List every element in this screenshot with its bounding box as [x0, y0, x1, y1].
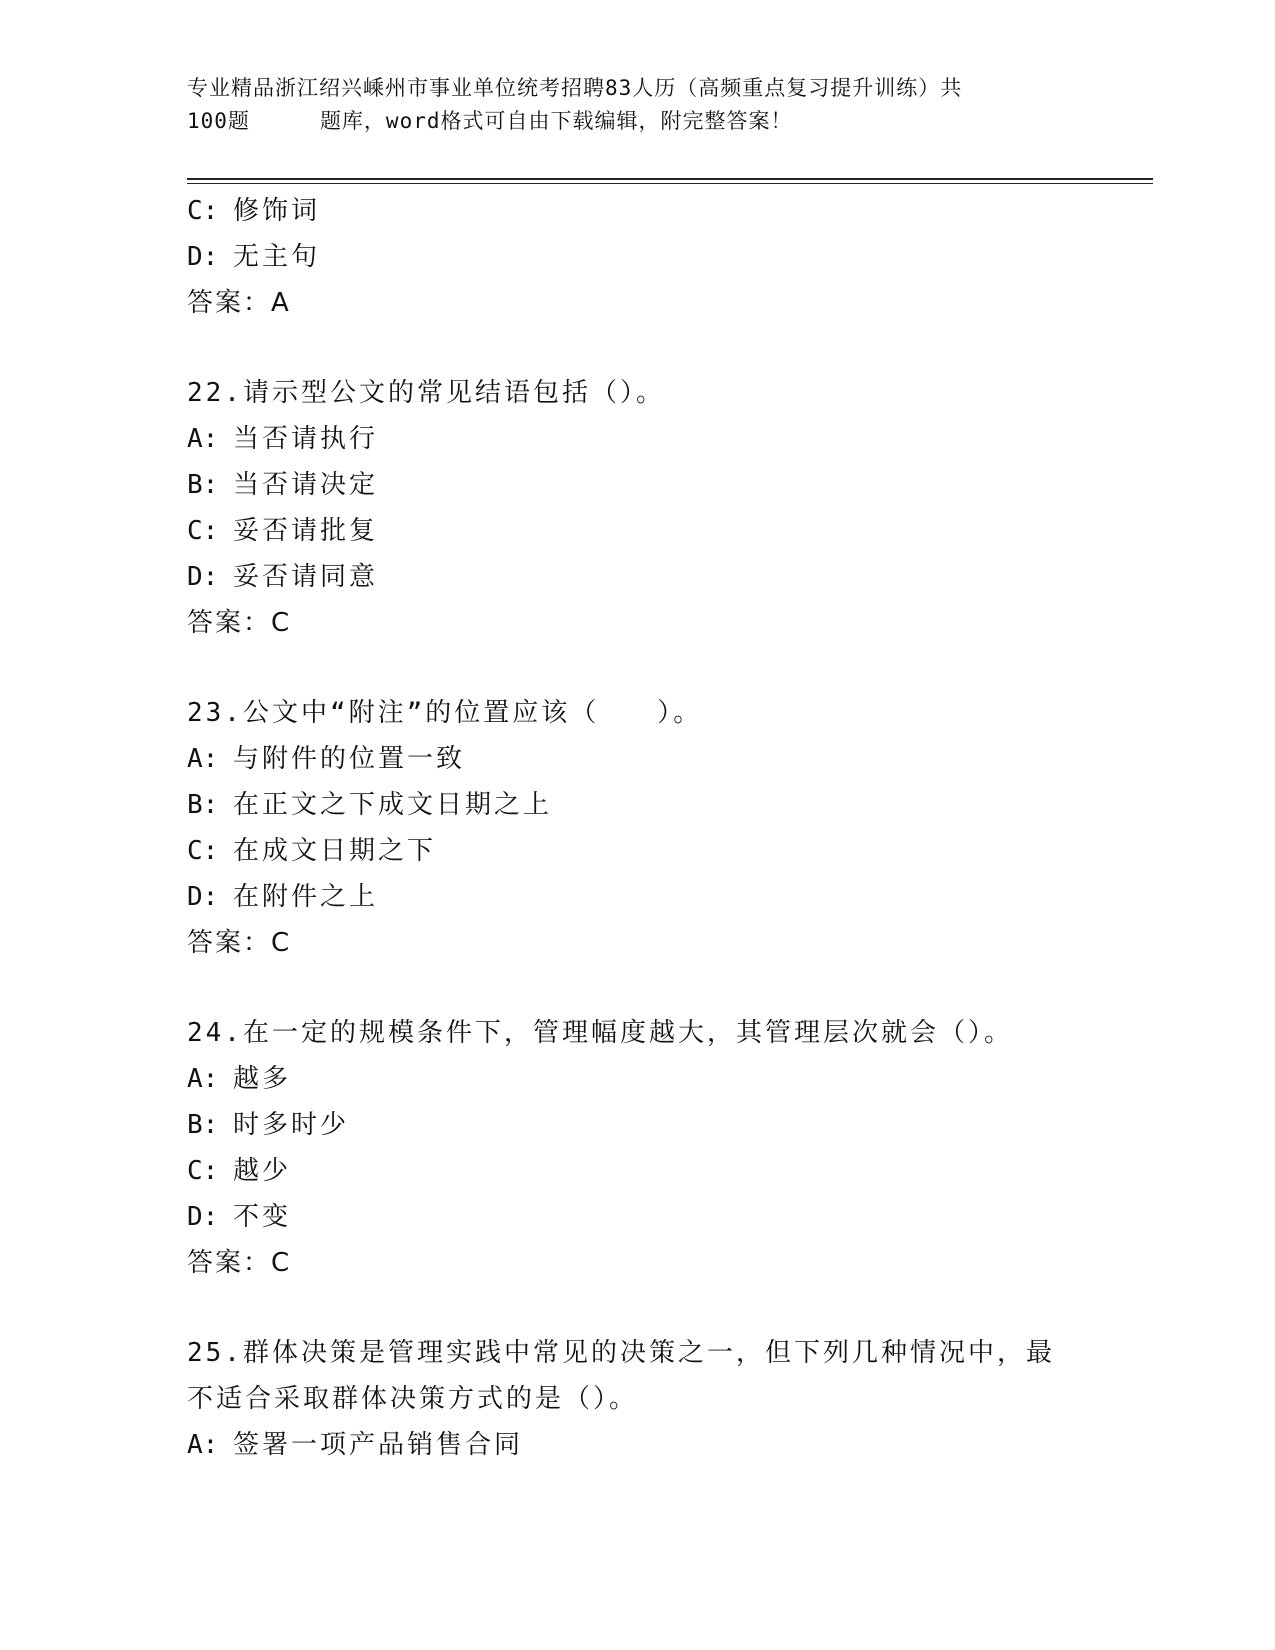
option-c — [187, 508, 1147, 554]
header-line-2 — [187, 105, 1087, 138]
answer-line: 答案：A — [187, 288, 291, 318]
option-b — [187, 462, 1147, 508]
option-label: D: — [187, 882, 219, 912]
option-text: 妥否请同意 — [233, 562, 379, 592]
option-text: 时多时少 — [233, 1110, 350, 1140]
option-text: 在成文日期之下 — [233, 836, 437, 866]
question-stem: 24.在一定的规模条件下，管理幅度越大，其管理层次就会（）。 — [187, 1018, 1013, 1048]
option-text: 越多 — [233, 1064, 292, 1094]
question-stem: 22.请示型公文的常见结语包括（）。 — [187, 378, 665, 408]
header-line-2-count: 100题 — [187, 109, 250, 133]
option-label: C: — [187, 1156, 219, 1186]
option-label: B: — [187, 1110, 219, 1140]
option-label: B: — [187, 470, 219, 500]
option-label: A: — [187, 744, 219, 774]
question-25 — [187, 1330, 1147, 1468]
option-d — [187, 554, 1147, 600]
option-c — [187, 828, 1147, 874]
header-line-2-text: 题库，word格式可自由下载编辑，附完整答案！ — [319, 109, 793, 133]
option-text: 越少 — [233, 1156, 292, 1186]
option-text: 无主句 — [233, 242, 321, 272]
option-c — [187, 1148, 1147, 1194]
option-text: 不变 — [233, 1202, 292, 1232]
answer-line: 答案：C — [187, 1248, 292, 1278]
option-a — [187, 416, 1147, 462]
option-label: C: — [187, 836, 219, 866]
option-label: C: — [187, 516, 219, 546]
option-label: D: — [187, 562, 219, 592]
header-rule-thin — [187, 183, 1153, 184]
option-c — [187, 188, 1147, 234]
option-text: 在附件之上 — [233, 882, 379, 912]
option-a — [187, 1056, 1147, 1102]
option-label: D: — [187, 1202, 219, 1232]
option-b — [187, 1102, 1147, 1148]
option-label: D: — [187, 242, 219, 272]
option-label: A: — [187, 1064, 219, 1094]
header-line-1: 专业精品浙江绍兴嵊州市事业单位统考招聘83人历（高频重点复习提升训练）共 — [187, 76, 963, 100]
question-stem: 23.公文中“附注”的位置应该（ ）。 — [187, 698, 703, 728]
option-text: 修饰词 — [233, 196, 321, 226]
document-header — [187, 72, 1087, 138]
option-a — [187, 736, 1147, 782]
document-body — [187, 188, 1147, 1468]
answer-line: 答案：C — [187, 608, 292, 638]
option-text: 签署一项产品销售合同 — [233, 1430, 524, 1460]
question-23 — [187, 690, 1147, 966]
option-text: 在正文之下成文日期之上 — [233, 790, 553, 820]
option-text: 妥否请批复 — [233, 516, 379, 546]
option-a — [187, 1422, 1147, 1468]
header-rule-thick — [187, 178, 1153, 180]
option-label: B: — [187, 790, 219, 820]
option-label: A: — [187, 1430, 219, 1460]
question-stem: 25.群体决策是管理实践中常见的决策之一，但下列几种情况中，最不适合采取群体决策方式的是（）。 — [187, 1338, 1055, 1414]
question-24 — [187, 1010, 1147, 1286]
option-text: 当否请决定 — [233, 470, 379, 500]
question-22 — [187, 370, 1147, 646]
option-text: 与附件的位置一致 — [233, 744, 466, 774]
prev-question-tail — [187, 188, 1147, 326]
option-d — [187, 874, 1147, 920]
option-d — [187, 234, 1147, 280]
option-text: 当否请执行 — [233, 424, 379, 454]
option-label: A: — [187, 424, 219, 454]
answer-line: 答案：C — [187, 928, 292, 958]
option-b — [187, 782, 1147, 828]
option-label: C: — [187, 196, 219, 226]
option-d — [187, 1194, 1147, 1240]
